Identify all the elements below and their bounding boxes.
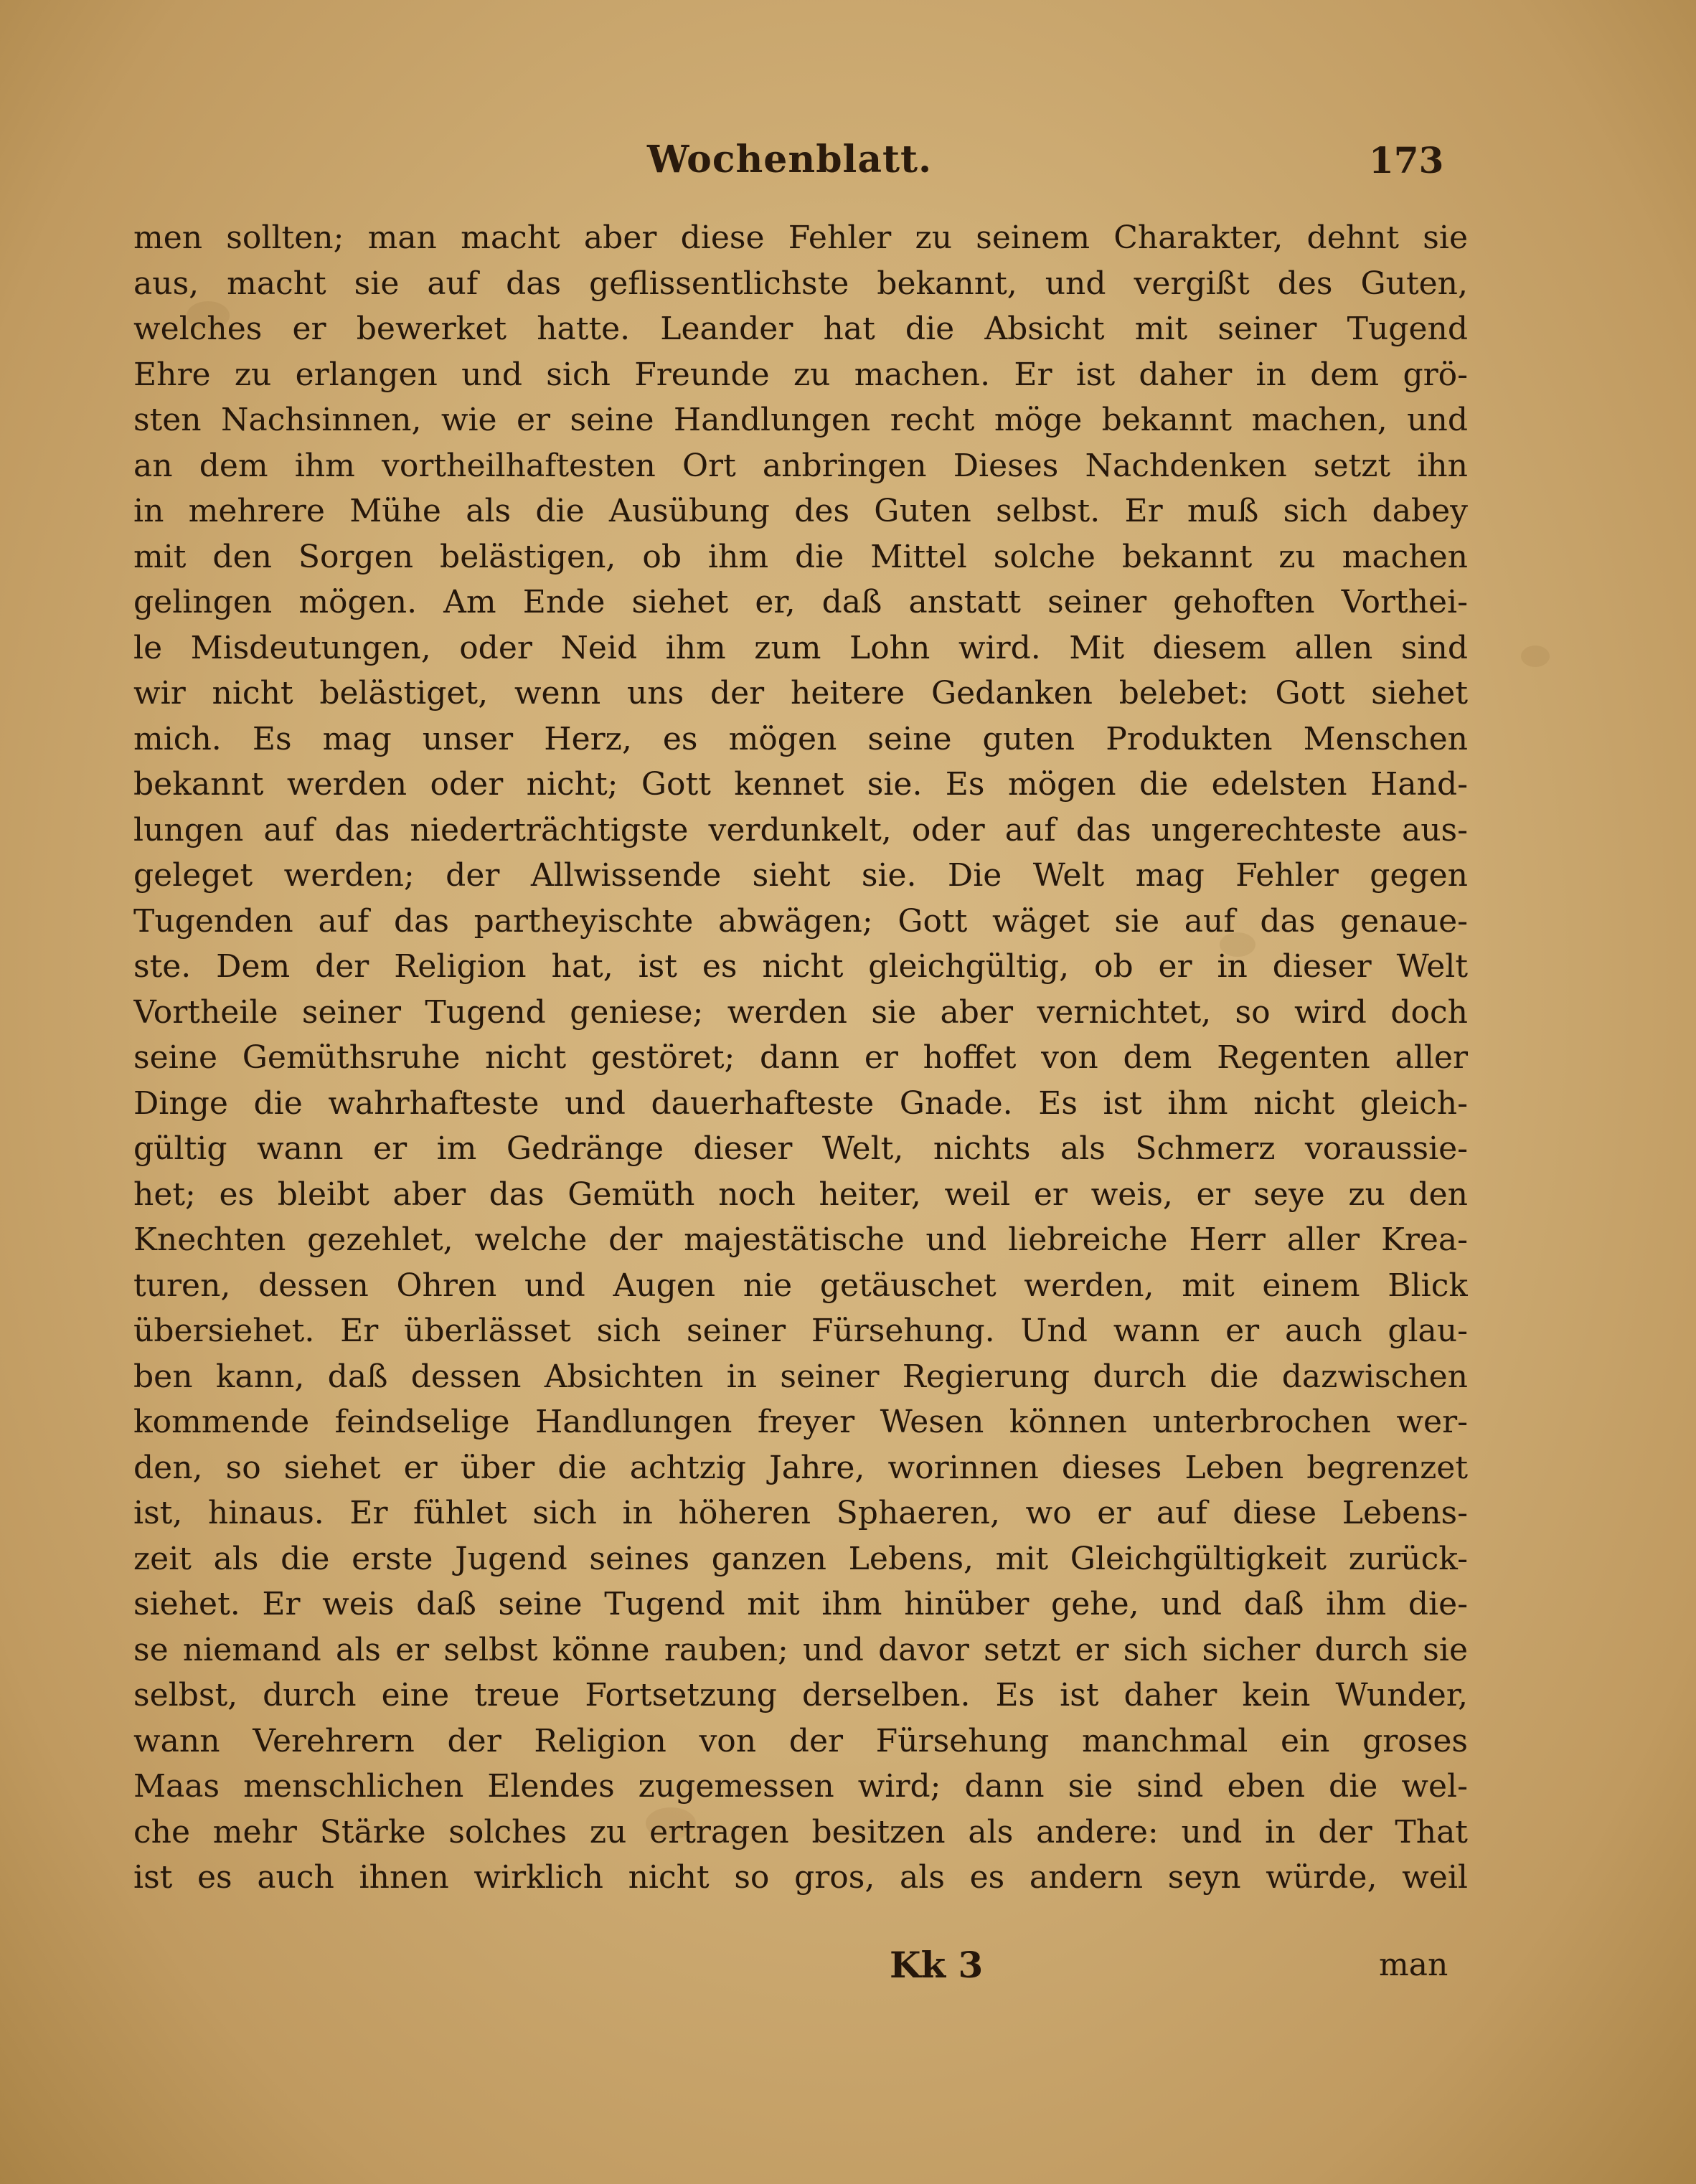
text-line: geleget werden; der Allwissende sieht sie. Die Welt mag Fehler gegen xyxy=(133,857,1468,894)
text-line: in mehrere Mühe als die Ausübung des Guten selbst. Er muß sich dabey xyxy=(133,493,1468,529)
text-line: ben kann, daß dessen Absichten in seiner Regierung durch die dazwischen xyxy=(133,1358,1468,1395)
text-line: se niemand als er selbst könne rauben; und davor setzt er sich sicher durch sie xyxy=(133,1631,1468,1668)
text-line: zeit als die erste Jugend seines ganzen Lebens, mit Gleichgültigkeit zurück- xyxy=(133,1540,1468,1577)
text-line: selbst, durch eine treue Fortsetzung derselben. Es ist daher kein Wunder, xyxy=(133,1677,1468,1713)
text-line: übersiehet. Er überlässet sich seiner Fürsehung. Und wann er auch glau- xyxy=(133,1313,1468,1349)
text-line: le Misdeutungen, oder Neid ihm zum Lohn wird. Mit diesem allen sind xyxy=(133,629,1468,666)
text-line: gelingen mögen. Am Ende siehet er, daß anstatt seiner gehoften Vorthei- xyxy=(133,584,1468,620)
text-line: het; es bleibt aber das Gemüth noch heiter, weil er weis, er seye zu den xyxy=(133,1176,1468,1213)
text-line: men sollten; man macht aber diese Fehler zu seinem Charakter, dehnt sie xyxy=(133,219,1468,256)
text-line: Tugenden auf das partheyischte abwägen; Gott wäget sie auf das genaue- xyxy=(133,902,1468,940)
text-line: Maas menschlichen Elendes zugemessen wird; dann sie sind eben die wel- xyxy=(133,1768,1468,1805)
text-line: lungen auf das niederträchtigste verdunkelt, oder auf das ungerechteste aus- xyxy=(133,811,1468,848)
signature-mark: Kk 3 xyxy=(890,1944,984,1986)
catchword: man xyxy=(1379,1947,1448,1983)
text-line: welches er bewerket hatte. Leander hat die Absicht mit seiner Tugend xyxy=(133,311,1468,347)
text-line: che mehr Stärke solches zu ertragen besitzen als andere: und in der That xyxy=(133,1813,1468,1850)
text-line: mit den Sorgen belästigen, ob ihm die Mittel solche bekannt zu machen xyxy=(133,538,1468,575)
text-line: bekannt werden oder nicht; Gott kennet sie. Es mögen die edelsten Hand- xyxy=(133,766,1468,803)
text-line: ste. Dem der Religion hat, ist es nicht gleichgültig, ob er in dieser Welt xyxy=(133,948,1468,985)
text-line: wir nicht belästiget, wenn uns der heitere Gedanken belebet: Gott siehet xyxy=(133,675,1468,712)
paper-stain xyxy=(1521,646,1550,667)
page-footer xyxy=(0,1944,1696,1994)
text-line: ist es auch ihnen wirklich nicht so gros, als es andern seyn würde, weil xyxy=(133,1859,1468,1896)
text-line: ist, hinaus. Er fühlet sich in höheren Sphaeren, wo er auf diese Lebens- xyxy=(133,1495,1468,1531)
running-title: Wochenblatt. xyxy=(647,138,933,181)
text-line: sten Nachsinnen, wie er seine Handlungen recht möge bekannt machen, und xyxy=(133,402,1468,438)
body-text xyxy=(133,215,1468,1901)
text-line: an dem ihm vortheilhaftesten Ort anbringen Dieses Nachdenken setzt ihn xyxy=(133,447,1468,484)
text-line: aus, macht sie auf das geflissentlichste bekannt, und vergißt des Guten, xyxy=(133,265,1468,302)
text-line: Vortheile seiner Tugend geniese; werden sie aber vernichtet, so wird doch xyxy=(133,993,1468,1031)
text-line: Dinge die wahrhafteste und dauerhafteste Gnade. Es ist ihm nicht gleich- xyxy=(133,1084,1468,1122)
text-line: seine Gemüthsruhe nicht gestöret; dann er hoffet von dem Regenten aller xyxy=(133,1039,1468,1076)
page-header xyxy=(0,138,1696,188)
text-line: Ehre zu erlangen und sich Freunde zu machen. Er ist daher in dem grö- xyxy=(133,356,1468,393)
text-line: siehet. Er weis daß seine Tugend mit ihm hinüber gehe, und daß ihm die- xyxy=(133,1586,1468,1622)
text-line: kommende feindselige Handlungen freyer Wesen können unterbrochen wer- xyxy=(133,1404,1468,1440)
text-line: mich. Es mag unser Herz, es mögen seine guten Produkten Menschen xyxy=(133,720,1468,757)
text-line: Knechten gezehlet, welche der majestätische und liebreiche Herr aller Krea- xyxy=(133,1221,1468,1258)
text-line: wann Verehrern der Religion von der Fürsehung manchmal ein groses xyxy=(133,1722,1468,1759)
page-number: 173 xyxy=(1369,139,1444,181)
text-line: gültig wann er im Gedränge dieser Welt, nichts als Schmerz voraussie- xyxy=(133,1130,1468,1167)
text-line: turen, dessen Ohren und Augen nie getäuschet werden, mit einem Blick xyxy=(133,1267,1468,1304)
text-line: den, so siehet er über die achtzig Jahre, worinnen dieses Leben begrenzet xyxy=(133,1449,1468,1486)
